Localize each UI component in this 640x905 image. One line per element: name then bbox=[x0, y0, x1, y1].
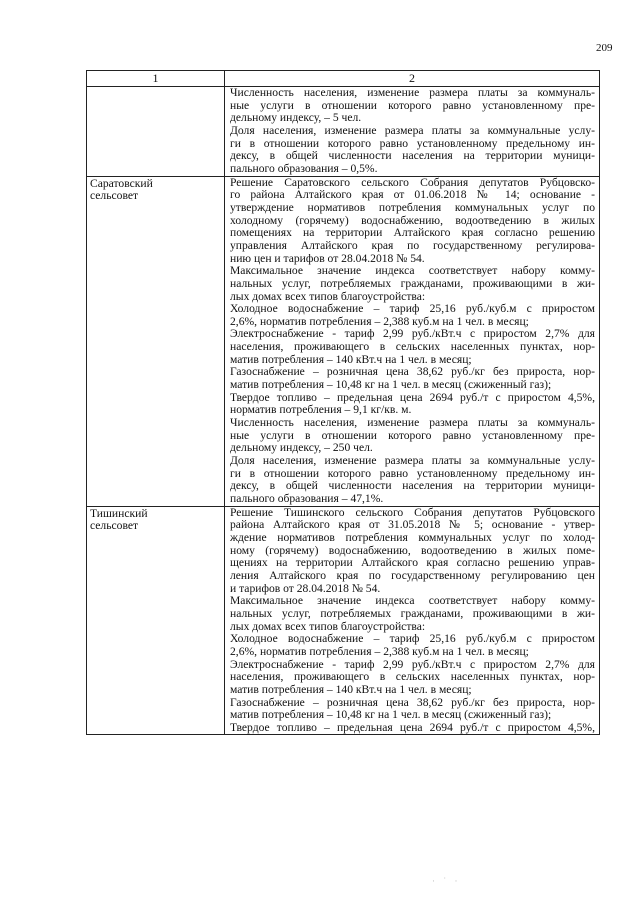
text-line: утверждение нормативов потребления коммунальных услуг по bbox=[230, 200, 595, 214]
text-line: Твердое топливо – предельная цена 2694 руб./т с приростом 4,5%, bbox=[230, 390, 595, 404]
text-line: Холодное водоснабжение – тариф 25,16 руб./куб.м с приростом bbox=[230, 302, 595, 316]
text-line: управления Алтайского края по государственному регулирова- bbox=[230, 238, 595, 252]
text-line: норматив потребления – 9,1 кг/кв. м. bbox=[230, 403, 412, 417]
page-number: 209 bbox=[596, 42, 613, 54]
description-cell bbox=[225, 87, 600, 177]
text-line: Холодное водоснабжение – тариф 25,16 руб./куб.м с приростом bbox=[230, 632, 595, 646]
header-col-1: 1 bbox=[87, 71, 225, 87]
table-row bbox=[87, 176, 600, 506]
text-line: помещениях на территории Алтайского края согласно решению bbox=[230, 226, 595, 240]
table-header-row bbox=[87, 71, 600, 87]
text-line: населения, проживающего в сельских населенных пунктах, нор- bbox=[230, 670, 595, 684]
text-line: пального образования – 47,1%. bbox=[230, 492, 384, 505]
text-line: ные услуги в отношении которого равно установленному пре- bbox=[230, 428, 595, 442]
text-line: ги в отношении которого равно установленному предельному ин- bbox=[230, 466, 595, 480]
text-line: и тарифов от 28.04.2018 № 54. bbox=[230, 581, 381, 595]
text-line: Электроснабжение - тариф 2,99 руб./кВт.ч с приростом 2,7% для bbox=[230, 327, 595, 341]
municipality-cell bbox=[87, 87, 225, 177]
text-line: Газоснабжение – розничная цена 38,62 руб./кг без прироста, нор- bbox=[230, 695, 595, 709]
text-line: матив потребления – 140 кВт.ч на 1 чел. в месяц; bbox=[230, 682, 472, 696]
text-line: ные услуги в отношении которого равно установленному пре- bbox=[230, 98, 595, 112]
text-line: Численность населения, изменение размера платы за коммуналь- bbox=[230, 416, 595, 430]
municipality-cell bbox=[87, 506, 225, 735]
tariff-table bbox=[86, 70, 600, 735]
text-line: Доля населения, изменение размера платы за коммунальные услу- bbox=[230, 454, 595, 468]
text-line: Максимальное значение индекса соответствует набору комму- bbox=[230, 594, 595, 608]
text-line: го района Алтайского края от 01.06.2018 № 14; основание - bbox=[230, 188, 595, 202]
text-line: дексу, в общей численности населения на территории муници- bbox=[230, 479, 595, 493]
text-line: Газоснабжение – розничная цена 38,62 руб./кг без прироста, нор- bbox=[230, 365, 595, 379]
text-line: матив потребления – 10,48 кг на 1 чел. в месяц (сжиженный газ); bbox=[230, 708, 552, 722]
text-line: населения, проживающего в сельских населенных пунктах, нор- bbox=[230, 340, 595, 354]
text-line: дексу, в общей численности населения на территории муници- bbox=[230, 149, 595, 163]
header-col-2: 2 bbox=[225, 71, 600, 87]
table-row bbox=[87, 506, 600, 735]
text-line: матив потребления – 140 кВт.ч на 1 чел. в месяц; bbox=[230, 352, 472, 366]
municipality-cell bbox=[87, 176, 225, 506]
text-line: Максимальное значение индекса соответствует набору комму- bbox=[230, 264, 595, 278]
municipality-name-line: Тишинский bbox=[90, 506, 148, 520]
text-line: лых домах всех типов благоустройства: bbox=[230, 289, 426, 303]
municipality-name-line: Саратовский bbox=[90, 176, 153, 190]
text-line: матив потребления – 10,48 кг на 1 чел. в месяц (сжиженный газ); bbox=[230, 378, 552, 392]
text-line: дельному индексу, – 5 чел. bbox=[230, 111, 362, 125]
description-cell bbox=[225, 506, 600, 735]
text-line: щениях на территории Алтайского края согласно решению управ- bbox=[230, 556, 595, 570]
description-cell bbox=[225, 176, 600, 506]
text-line: ги в отношении которого равно установленному предельному ин- bbox=[230, 136, 595, 150]
text-line: нальных услуг, потребляемых гражданами, проживающими в жи- bbox=[230, 276, 595, 290]
table-row bbox=[87, 87, 600, 177]
scan-noise: · ˙ · bbox=[432, 876, 461, 886]
text-line: Доля населения, изменение размера платы за коммунальные услу- bbox=[230, 123, 595, 137]
municipality-name bbox=[87, 177, 224, 203]
text-line: 2,6%, норматив потребления – 2,388 куб.м на 1 чел. в месяц; bbox=[230, 644, 529, 658]
municipality-name bbox=[87, 507, 224, 533]
text-line: Численность населения, изменение размера платы за коммуналь- bbox=[230, 86, 595, 99]
municipality-name-line: сельсовет bbox=[90, 519, 139, 533]
text-line: 2,6%, норматив потребления – 2,388 куб.м на 1 чел. в месяц; bbox=[230, 314, 529, 328]
text-line: ления Алтайского края по государственному регулированию цен bbox=[230, 568, 595, 582]
text-line: ждение нормативов потребления коммунальных услуг по холод- bbox=[230, 530, 595, 544]
text-line: лых домах всех типов благоустройства: bbox=[230, 619, 426, 633]
text-line: Решение Саратовского сельского Собрания депутатов Рубцовско- bbox=[230, 175, 595, 189]
text-line: Электроснабжение - тариф 2,99 руб./кВт.ч с приростом 2,7% для bbox=[230, 657, 595, 671]
text-line: нальных услуг, потребляемых гражданами, проживающими в жи- bbox=[230, 606, 595, 620]
text-line: Решение Тишинского сельского Собрания депутатов Рубцовского bbox=[230, 505, 595, 519]
text-line: дельному индексу, – 250 чел. bbox=[230, 441, 373, 455]
text-line: ному (горячему) водоснабжению, водоотведению в жилых поме- bbox=[230, 543, 595, 557]
municipality-name-line: сельсовет bbox=[90, 189, 139, 203]
text-line: района Алтайского края от 31.05.2018 № 5; основание - утвер- bbox=[230, 518, 595, 532]
text-line: холодному (горячему) водоснабжению, водоотведению в жилых bbox=[230, 213, 595, 227]
municipality-name bbox=[87, 87, 224, 88]
text-line: Твердое топливо – предельная цена 2694 руб./т с приростом 4,5%, bbox=[230, 720, 595, 734]
text-line: нию цен и тарифов от 28.04.2018 № 54. bbox=[230, 251, 425, 265]
text-line: пального образования – 0,5%. bbox=[230, 161, 378, 175]
